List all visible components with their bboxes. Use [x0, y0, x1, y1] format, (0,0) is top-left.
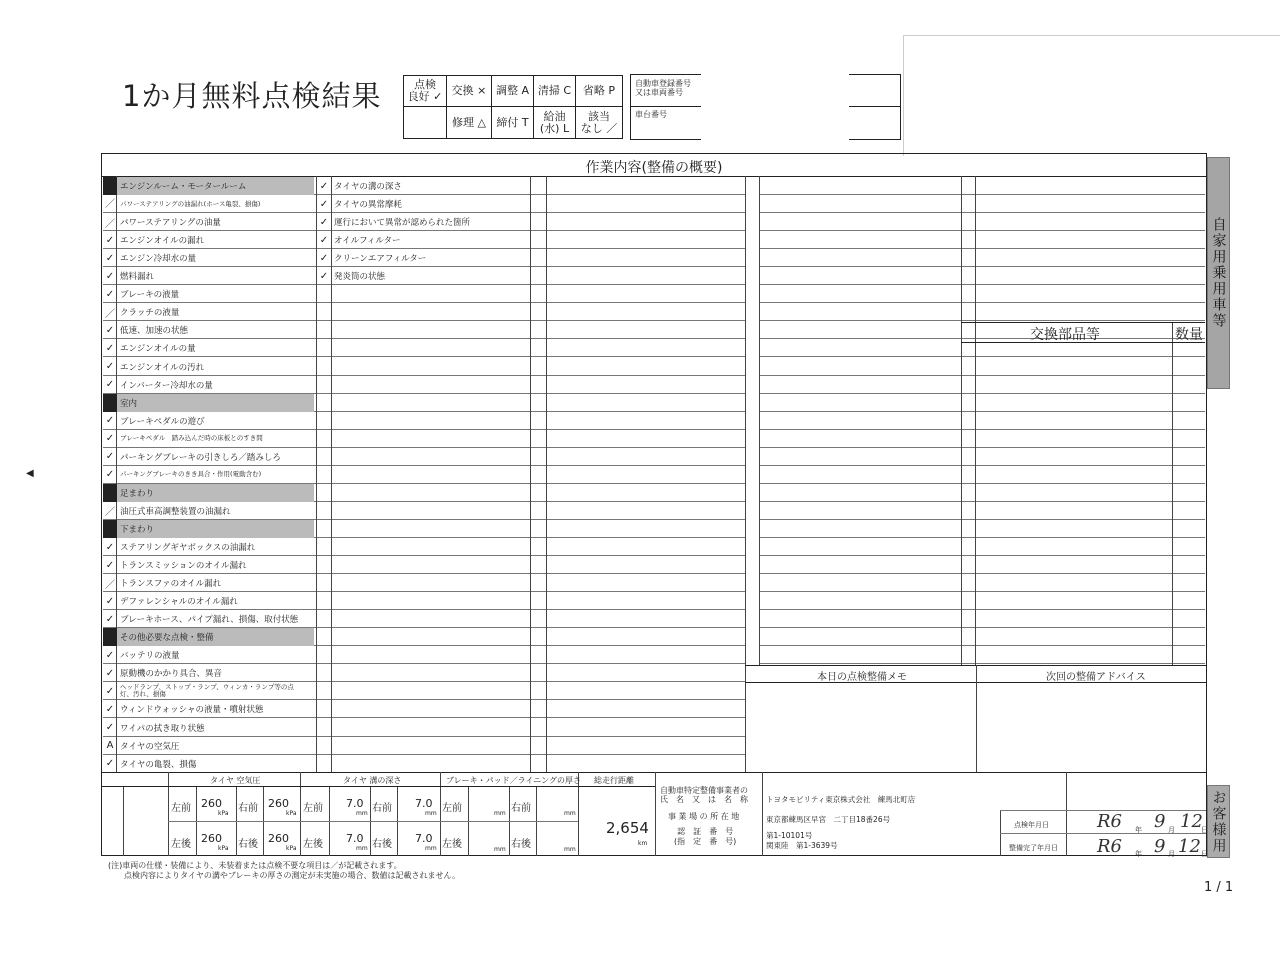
check-mark: ✓	[105, 252, 115, 264]
check-label: ステアリングギヤボックスの油漏れ	[120, 543, 256, 553]
side-tab-customer: お客様用	[1207, 785, 1230, 858]
done-day: 12	[1178, 836, 1201, 857]
check-mark: ✓	[105, 361, 115, 372]
check-mark: ✓	[105, 667, 115, 679]
check-mark: ✓	[319, 216, 329, 228]
chassis-label: 車台番号	[635, 110, 667, 119]
check-mark: ✓	[105, 722, 115, 733]
check-label: ブレーキペダル 踏み込んだ時の床板とのすき間	[120, 434, 263, 443]
check-label: 燃料漏れ	[120, 272, 155, 283]
check-label: タイヤの異常摩耗	[334, 200, 402, 211]
tread-rr-value: 7.0	[415, 832, 433, 845]
check-mark: ／	[105, 308, 115, 320]
check-item	[103, 321, 188, 339]
check-label: ワイパの拭き取り状態	[120, 723, 205, 734]
tp-fl-label: 左前	[171, 803, 191, 814]
memo-next: 次回の整備アドバイス	[1046, 672, 1146, 683]
check-label: ブレーキペダルの遊び	[120, 416, 205, 427]
tread-header: タイヤ 溝の深さ	[343, 776, 402, 785]
tread-fl-label: 左前	[303, 803, 323, 814]
legend-cell	[404, 107, 447, 138]
work-header: 作業内容(整備の概要)	[585, 160, 723, 176]
check-mark	[103, 484, 117, 502]
prev-page-icon[interactable]: ◀	[26, 468, 34, 479]
check-item	[317, 177, 402, 195]
redaction	[701, 74, 849, 140]
check-label: ブレーキの液量	[120, 290, 180, 301]
check-item	[103, 466, 261, 484]
operator-name: トヨタモビリティ東京株式会社 練馬北町店	[766, 795, 916, 804]
section-header	[103, 177, 314, 195]
check-label: 低速、加速の状態	[120, 326, 189, 337]
legend-cell: 調整 A	[492, 76, 534, 107]
tread-rr-label: 右後	[372, 839, 392, 850]
check-item	[103, 267, 154, 285]
brake-header: ブレーキ・パッド／ライニングの厚さ	[446, 776, 581, 785]
check-mark: ✓	[105, 595, 115, 607]
operator-name-label: 自動車特定整備事業者の 氏 名 又 は 名 称	[660, 786, 748, 804]
check-item	[317, 213, 470, 231]
check-mark: ✓	[105, 758, 115, 770]
side-tab: 自家用乗用車等	[1207, 157, 1230, 389]
check-mark: ✓	[105, 342, 115, 354]
check-item	[103, 285, 179, 303]
check-mark: ✓	[105, 270, 115, 282]
section-header	[103, 628, 314, 646]
check-label: 原動機のかかり具合、異音	[120, 669, 223, 680]
tire-pressure-header: タイヤ 空気圧	[210, 776, 261, 785]
check-label: クリーンエアフィルター	[334, 254, 427, 265]
check-mark: ✓	[105, 685, 115, 697]
legend-cell: 給油 (水) L	[534, 107, 576, 138]
check-label: 油圧式車高調整装置の油漏れ	[120, 506, 231, 517]
check-mark: ✓	[105, 379, 115, 391]
legend-cell: 清掃 C	[534, 76, 576, 107]
check-mark: ／	[105, 507, 115, 519]
check-label: エンジンオイルの汚れ	[120, 362, 205, 373]
check-mark: ✓	[105, 433, 115, 445]
check-mark: A	[106, 740, 114, 752]
check-mark: ✓	[319, 234, 329, 246]
page-indicator: 1 / 1	[1204, 880, 1234, 895]
check-mark: ✓	[105, 288, 115, 300]
tp-rr-value: 260	[268, 832, 289, 845]
check-mark: ／	[105, 218, 115, 230]
check-mark: ✓	[319, 198, 329, 210]
tread-rl-label: 左後	[303, 839, 323, 850]
check-mark: ✓	[105, 324, 115, 336]
check-label: ウィンドウォッシャの液量・噴射状態	[120, 705, 264, 716]
check-label: タイヤの空気圧	[120, 741, 180, 752]
check-label: タイヤの溝の深さ	[334, 182, 402, 192]
operator-cert-label: 認 証 番 号 (指 定 番 号)	[674, 827, 737, 846]
check-label: タイヤの亀裂、損傷	[120, 759, 197, 770]
legend-cell: 該当 なし ／	[580, 109, 618, 135]
inspect-date-label: 点検年月日	[1014, 821, 1049, 829]
check-item	[103, 737, 179, 755]
check-mark: ✓	[105, 559, 115, 571]
check-mark	[103, 177, 117, 195]
check-label: 室内	[120, 398, 138, 409]
qty-header: 数量	[1175, 327, 1203, 343]
check-label: ヘッドランプ、ストップ・ランプ、ウィンカ・ランプ等の点灯、汚れ、損傷	[120, 683, 294, 699]
registration-box	[630, 74, 901, 140]
check-item	[103, 719, 205, 737]
check-item	[103, 502, 231, 520]
plate-label: 自動車登録番号 又は車両番号	[635, 79, 691, 97]
tp-rl-label: 左後	[171, 839, 191, 850]
check-item	[103, 249, 196, 267]
section-header	[103, 484, 314, 502]
tread-fr-value: 7.0	[415, 797, 433, 810]
done-date-label: 整備完了年月日	[1009, 844, 1058, 852]
check-item	[103, 430, 263, 448]
check-item	[103, 412, 205, 430]
check-item	[103, 538, 255, 556]
check-label: インバーター冷却水の量	[120, 380, 213, 391]
check-item	[317, 195, 402, 213]
check-label: クラッチの液量	[120, 308, 180, 319]
tp-fl-value: 260	[201, 797, 222, 810]
check-item	[103, 195, 260, 213]
check-label: 下まわり	[120, 524, 155, 535]
operator-addr-label: 事 業 場 の 所 在 地	[668, 812, 740, 821]
tp-fr-label: 右前	[238, 803, 258, 814]
tread-rl-value: 7.0	[346, 832, 364, 845]
check-mark: ✓	[319, 180, 329, 192]
check-label: トランスファのオイル漏れ	[120, 579, 222, 590]
tp-rr-label: 右後	[238, 839, 258, 850]
legend-cell: 点検 良好 ✓	[404, 76, 447, 107]
check-mark: ✓	[105, 234, 115, 246]
work-table	[101, 153, 1207, 856]
operator-cert: 第1-10101号 関東陸 第1-3639号	[766, 831, 838, 850]
section-header	[103, 394, 314, 412]
check-mark: ／	[105, 579, 115, 591]
check-item	[103, 646, 180, 664]
check-item	[103, 664, 222, 682]
page-title: 1か月無料点検結果	[122, 79, 382, 113]
check-item	[103, 358, 204, 376]
check-label: パーキングブレーキのきき具合・作用(電動含む)	[120, 470, 262, 479]
check-item	[317, 249, 426, 267]
check-mark: ✓	[105, 649, 115, 661]
check-mark: ／	[105, 198, 115, 210]
check-label: エンジンオイルの量	[120, 344, 196, 355]
check-item	[103, 448, 281, 466]
check-item	[103, 700, 263, 718]
check-label: その他必要な点検・整備	[120, 633, 214, 644]
inspect-month: 9	[1154, 811, 1166, 832]
check-label: 発炎筒の状態	[334, 272, 386, 283]
check-label: エンジンルーム・モータールーム	[120, 182, 247, 192]
check-item	[103, 231, 204, 249]
brake-rr-label: 右後	[511, 839, 531, 850]
check-item	[103, 376, 213, 394]
check-mark: ✓	[105, 469, 115, 481]
tread-fl-value: 7.0	[346, 797, 364, 810]
tread-fr-label: 右前	[372, 803, 392, 814]
check-mark: ✓	[105, 415, 115, 427]
check-item	[317, 231, 401, 249]
legend-table	[403, 75, 623, 139]
inspect-day: 12	[1180, 811, 1203, 832]
check-label: デファレンシャルのオイル漏れ	[120, 597, 238, 608]
section-header	[103, 520, 314, 538]
check-mark: ✓	[105, 541, 115, 553]
brake-fr-label: 右前	[511, 803, 531, 814]
check-label: パーキングブレーキの引きしろ／踏みしろ	[120, 452, 281, 463]
check-label: ブレーキホース、パイプ漏れ、損傷、取付状態	[120, 615, 299, 626]
brake-fl-label: 左前	[442, 803, 462, 814]
check-mark	[103, 520, 117, 538]
check-mark: ✓	[319, 270, 329, 282]
check-item	[103, 592, 238, 610]
check-item	[103, 610, 298, 628]
check-mark	[103, 628, 117, 646]
check-label: バッテリの液量	[120, 651, 180, 662]
done-era: R6	[1097, 836, 1123, 857]
memo-today: 本日の点検整備メモ	[817, 672, 907, 683]
check-item	[317, 267, 385, 285]
check-item	[103, 303, 179, 321]
legend-cell: 締付 T	[492, 107, 534, 138]
check-mark: ✓	[105, 613, 115, 625]
legend-cell: 省略 P	[576, 76, 622, 107]
odometer-header: 総走行距離	[594, 776, 634, 785]
check-item	[103, 213, 221, 231]
legend-cell: 修理 △	[447, 107, 492, 138]
check-label: オイルフィルター	[334, 236, 401, 247]
check-item	[103, 556, 246, 574]
check-item	[103, 682, 300, 700]
brake-rl-label: 左後	[442, 839, 462, 850]
check-label: トランスミッションのオイル漏れ	[120, 561, 247, 572]
footnote: (注)車両の仕様・装備により、未装着または点検不要な項目は／が記載されます。 点検内容によりタイヤの溝やブレーキの厚さの測定が未実施の場合、数値は記載されません。	[108, 861, 460, 880]
page-overlap	[903, 35, 1280, 156]
tp-fr-value: 260	[268, 797, 289, 810]
check-label: 足まわり	[120, 488, 155, 499]
legend-cell: 交換 ×	[447, 76, 492, 107]
check-mark: ✓	[105, 451, 115, 463]
check-label: エンジンオイルの漏れ	[120, 236, 205, 247]
check-label: エンジン冷却水の量	[120, 254, 197, 265]
check-item	[103, 755, 196, 773]
parts-header: 交換部品等	[1030, 327, 1100, 343]
check-label: 運行において異常が認められた箇所	[334, 218, 471, 229]
done-month: 9	[1154, 836, 1166, 857]
check-item	[103, 339, 196, 357]
operator-addr: 東京都練馬区早宮 二丁目18番26号	[766, 815, 891, 824]
inspect-era: R6	[1097, 811, 1123, 832]
check-mark	[103, 394, 117, 412]
check-mark: ✓	[105, 703, 115, 715]
check-mark: ✓	[319, 252, 329, 264]
odometer-value: 2,654	[606, 819, 649, 837]
check-label: パワーステアリングの油量	[120, 218, 221, 229]
check-label: パワーステアリングの油漏れ(ホース亀裂、損傷)	[120, 199, 261, 208]
tp-rl-value: 260	[201, 832, 222, 845]
check-item	[103, 574, 221, 592]
